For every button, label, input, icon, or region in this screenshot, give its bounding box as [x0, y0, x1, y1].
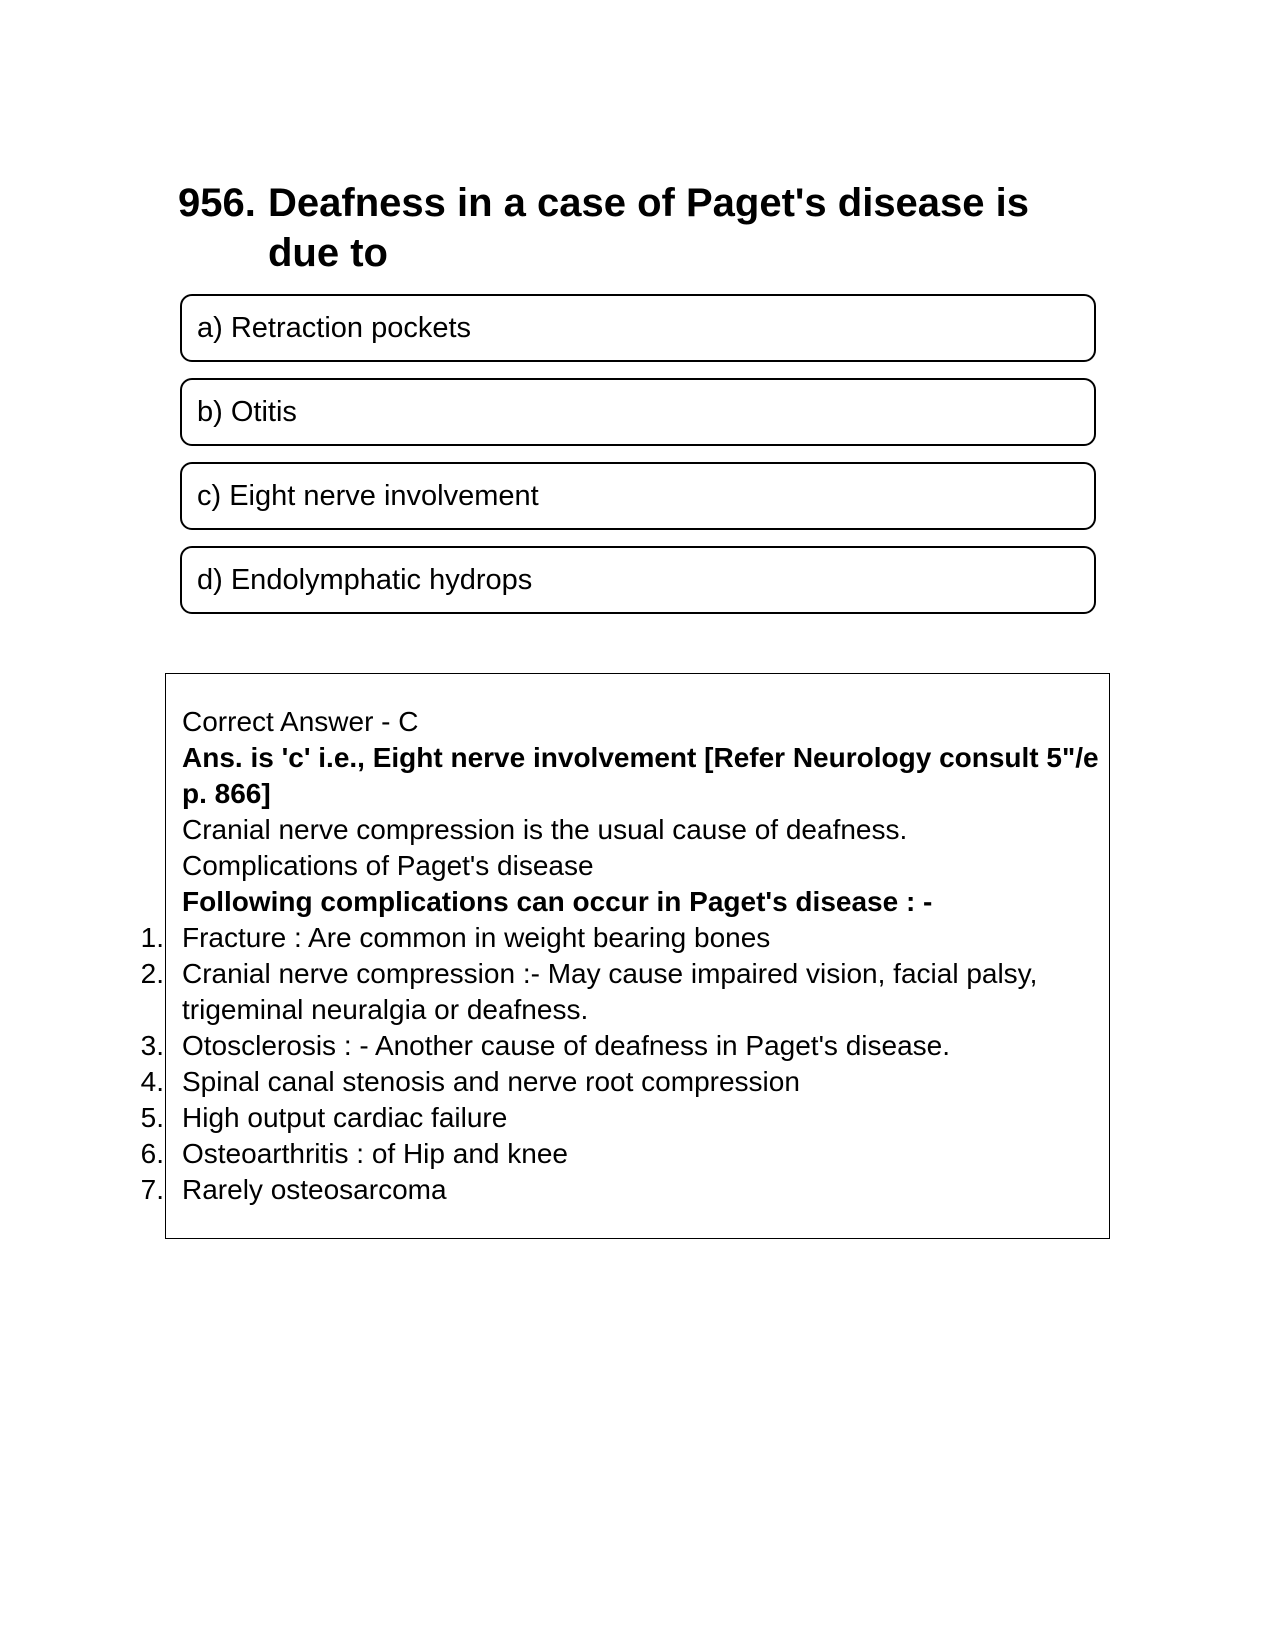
list-item-number: 5. [140, 1102, 164, 1133]
answer-cause: Cranial nerve compression is the usual cause of deafness. [182, 814, 908, 845]
list-item-number: 2. [140, 958, 164, 989]
list-item [140, 1028, 1099, 1064]
list-item-number: 1. [140, 922, 164, 953]
complications-list [140, 920, 1099, 1208]
option-c[interactable]: c) Eight nerve involvement [180, 462, 1096, 530]
list-item [140, 956, 1099, 1028]
question-heading [178, 178, 1098, 278]
complications-intro: Following complications can occur in Paget's disease : - [182, 886, 933, 917]
list-item-number: 3. [140, 1030, 164, 1061]
list-item-number: 6. [140, 1138, 164, 1169]
list-item-text: Otosclerosis : - Another cause of deafness in Paget's disease. [182, 1030, 950, 1061]
list-item [140, 1172, 1099, 1208]
question-number: 956. [178, 181, 256, 225]
list-item-text: Spinal canal stenosis and nerve root compression [182, 1066, 800, 1097]
complications-title: Complications of Paget's disease [182, 850, 594, 881]
list-item [140, 1136, 1099, 1172]
list-item-number: 7. [140, 1174, 164, 1205]
list-item-number: 4. [140, 1066, 164, 1097]
list-item-text: High output cardiac failure [182, 1102, 508, 1133]
option-a[interactable]: a) Retraction pockets [180, 294, 1096, 362]
correct-answer: Correct Answer - C [182, 706, 419, 737]
option-d[interactable]: d) Endolymphatic hydrops [180, 546, 1096, 614]
option-b[interactable]: b) Otitis [180, 378, 1096, 446]
answer-explanation-box [140, 673, 1110, 1239]
list-item-text: Rarely osteosarcoma [182, 1174, 447, 1205]
options-list [180, 294, 1096, 630]
list-item [140, 920, 1099, 956]
list-item [140, 1100, 1099, 1136]
list-item-text: Osteoarthritis : of Hip and knee [182, 1138, 568, 1169]
answer-reference: Ans. is 'c' i.e., Eight nerve involvement [Refer Neurology consult 5"/e p. 866] [182, 742, 1099, 809]
list-item [140, 1064, 1099, 1100]
question-text: Deafness in a case of Paget's disease is due to [268, 181, 1030, 275]
list-item-text: Cranial nerve compression :- May cause impaired vision, facial palsy, trigeminal neuralgia or deafness. [182, 958, 1038, 1025]
list-item-text: Fracture : Are common in weight bearing bones [182, 922, 771, 953]
